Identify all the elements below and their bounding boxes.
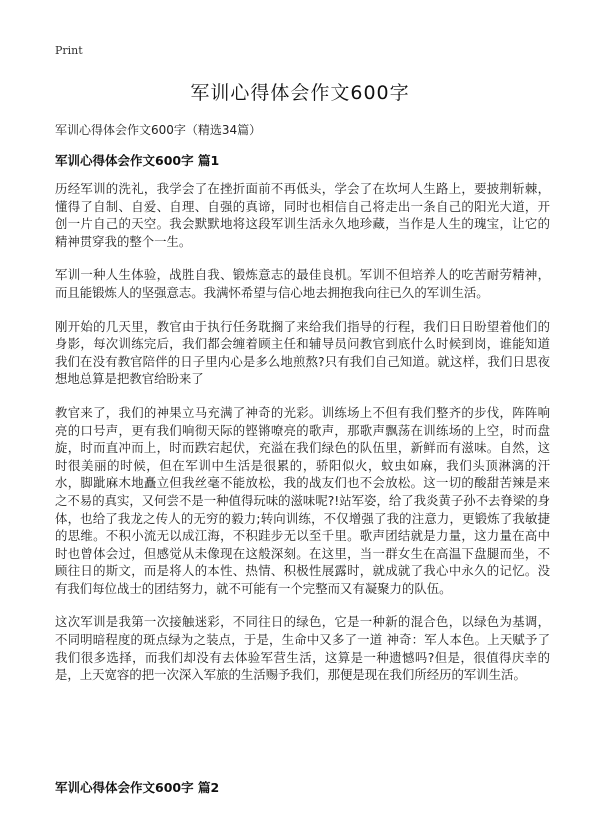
paragraph: 这次军训是我第一次接触迷彩，不同往日的绿色，它是一种新的混合色，以绿色为基调，不同明暗程度的斑点绿为之装点，于是，生命中又多了一道 神奇：军人本色。上天赋予了我们很多选择，而我们却没有去体验军营生活，这算是一种遗憾吗?但是，很值得庆幸的是，上天宽容的把一次深入军旅的生活赐予我们，那便是现在我们所经历的军训生活。 (55, 614, 550, 683)
section-heading-2: 军训心得体会作文600字 篇2 (55, 780, 220, 795)
article-body (55, 180, 550, 700)
document-subtitle: 军训心得体会作文600字（精选34篇） (55, 123, 262, 137)
paragraph: 刚开始的几天里，教官由于执行任务耽搁了来给我们指导的行程，我们日日盼望着他们的身影，每次训练完后，我们都会缠着顾主任和辅导员问教官到底什么时候到岗，谁能知道我们在没有教官陪伴的日子里内心是多么地煎熬?只有我们自己知道。就这样，我们日思夜想地总算是把教官给盼来了 (55, 318, 550, 387)
section-heading-1: 军训心得体会作文600字 篇1 (55, 153, 220, 168)
page-title: 军训心得体会作文600字 (190, 82, 410, 104)
paragraph: 军训一种人生体验，战胜自我、锻炼意志的最佳良机。军训不但培养人的吃苦耐劳精神，而且能锻炼人的坚强意志。我满怀希望与信心地去拥抱我向往已久的军训生活。 (55, 267, 550, 300)
paragraph: 教官来了，我们的神果立马充满了神奇的光彩。训练场上不但有我们整齐的步伐，阵阵响亮的口号声，更有我们响彻天际的铿锵嘹亮的歌声，那歌声飘荡在训练场的上空，时而盘旋，时而直冲而上，时而跌宕起伏，充溢在我们绿色的队伍里，新鲜而有滋味。自然，这时很美丽的时候，但在军训中生活是很累的，骄阳似火，蚊虫如麻，我们头顶淋漓的汗水，脚跐麻木地矗立但我丝毫不能放松，我的战友们也不会放松。这一切的酸甜苦辣是来之不易的真实，又何尝不是一种值得玩味的滋味呢?!站军姿，给了我炎黄子孙不去脊梁的身体，也给了我龙之传人的无穷的毅力;转向训练，不仅增强了我的注意力，更锻炼了我敏捷的思维。不积小流无以成江海，不积跬步无以至千里。歌声团结就是力量，这力量在高中时也曾体会过，但感觉从未像现在这般深刻。在这里，当一群女生在高温下盘腿而坐，不顾往日的斯文，而是将人的本性、热情、积极性展露时，就成就了我心中永久的记忆。没有我们每位战士的团结努力，就不可能有一个完整而又有凝聚力的队伍。 (55, 404, 550, 596)
print-link[interactable]: Print (55, 44, 83, 57)
paragraph: 历经军训的洗礼，我学会了在挫折面前不再低头，学会了在坎坷人生路上，要披荆斩棘，懂得了自制、自爱、自理、自强的真谛，同时也相信自己将走出一条自己的阳光大道，开创一片自己的天空。我会默默地将这段军训生活永久地珍藏，当作是人生的瑰宝，让它的精神贯穿我的整个一生。 (55, 181, 550, 249)
